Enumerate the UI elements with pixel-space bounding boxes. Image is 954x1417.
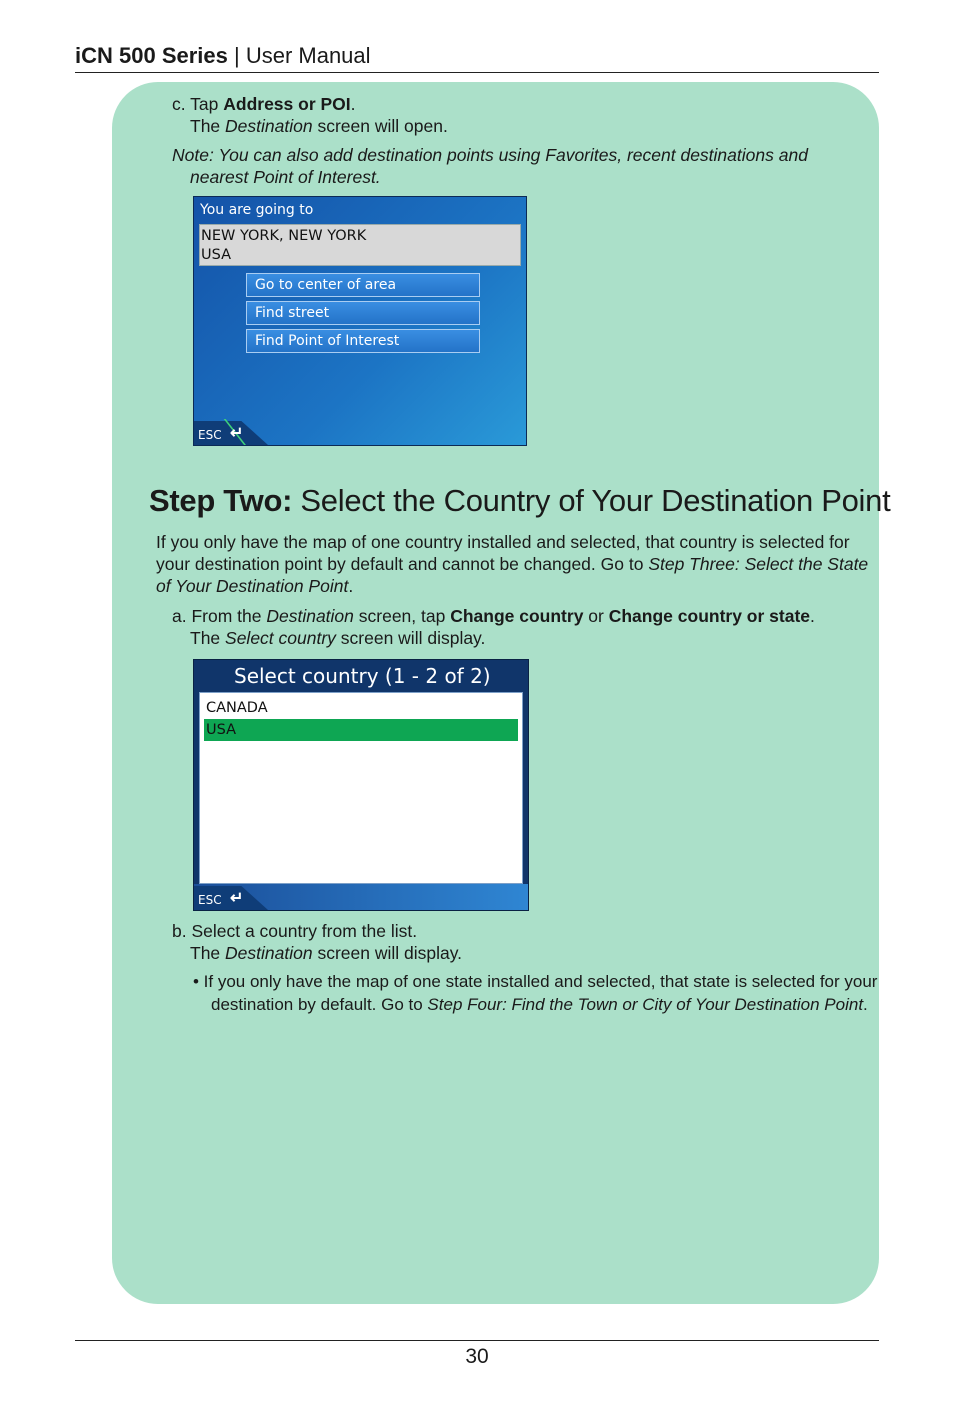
note-line2: nearest Point of Interest.	[190, 167, 381, 187]
address-box	[199, 224, 521, 266]
section-heading: Step Two: Select the Country of Your Destination Point	[149, 483, 891, 518]
header-series: iCN 500 Series	[75, 43, 228, 68]
go-to-center-button[interactable]: Go to center of area	[246, 273, 480, 297]
page-number: 30	[465, 1345, 489, 1368]
select-country-title: Select country (1 - 2 of 2)	[234, 664, 491, 688]
step-a-line2: The Select country screen will display.	[190, 628, 486, 648]
select-country-screen	[193, 659, 529, 911]
step-c-line1: c. Tap Address or POI.	[172, 94, 356, 114]
page-header	[75, 42, 879, 73]
bullet-line2: destination by default. Go to Step Four: Find the Town or City of Your Destination Point.	[211, 995, 868, 1014]
header-separator: |	[227, 43, 246, 68]
return-arrow-icon: ↵	[230, 890, 244, 907]
going-to-label: You are going to	[200, 202, 314, 218]
esc-label: ESC	[198, 893, 222, 907]
step-b-line1: b. Select a country from the list.	[172, 921, 418, 941]
esc-label: ESC	[198, 428, 222, 442]
header-manual: User Manual	[245, 43, 371, 68]
intro-line3: of Your Destination Point.	[156, 576, 354, 596]
footer-rule	[75, 1340, 879, 1341]
destination-screen	[193, 196, 527, 446]
bullet-line1: • If you only have the map of one state installed and selected, that state is selected for your	[193, 972, 878, 991]
step-c-line2: The Destination screen will open.	[190, 116, 448, 136]
step-a-line1: a. From the Destination screen, tap Change country or Change country or state.	[172, 606, 815, 626]
return-arrow-icon: ↵	[230, 425, 244, 442]
country-row-usa[interactable]: USA	[204, 719, 518, 741]
note-line1: Note: You can also add destination points using Favorites, recent destinations and	[172, 145, 808, 165]
find-poi-button[interactable]: Find Point of Interest	[246, 329, 480, 353]
header-title	[75, 42, 879, 70]
find-street-button[interactable]: Find street	[246, 301, 480, 325]
intro-line1: If you only have the map of one country installed and selected, that country is selected for	[156, 532, 850, 552]
intro-line2: your destination point by default and cannot be changed. Go to Step Three: Select the State	[156, 554, 869, 574]
step-b-line2: The Destination screen will display.	[190, 943, 463, 963]
address-line-1: NEW YORK, NEW YORK	[201, 228, 367, 244]
country-list	[199, 692, 523, 884]
country-row-canada[interactable]: CANADA	[206, 700, 268, 716]
address-line-2: USA	[201, 247, 232, 263]
